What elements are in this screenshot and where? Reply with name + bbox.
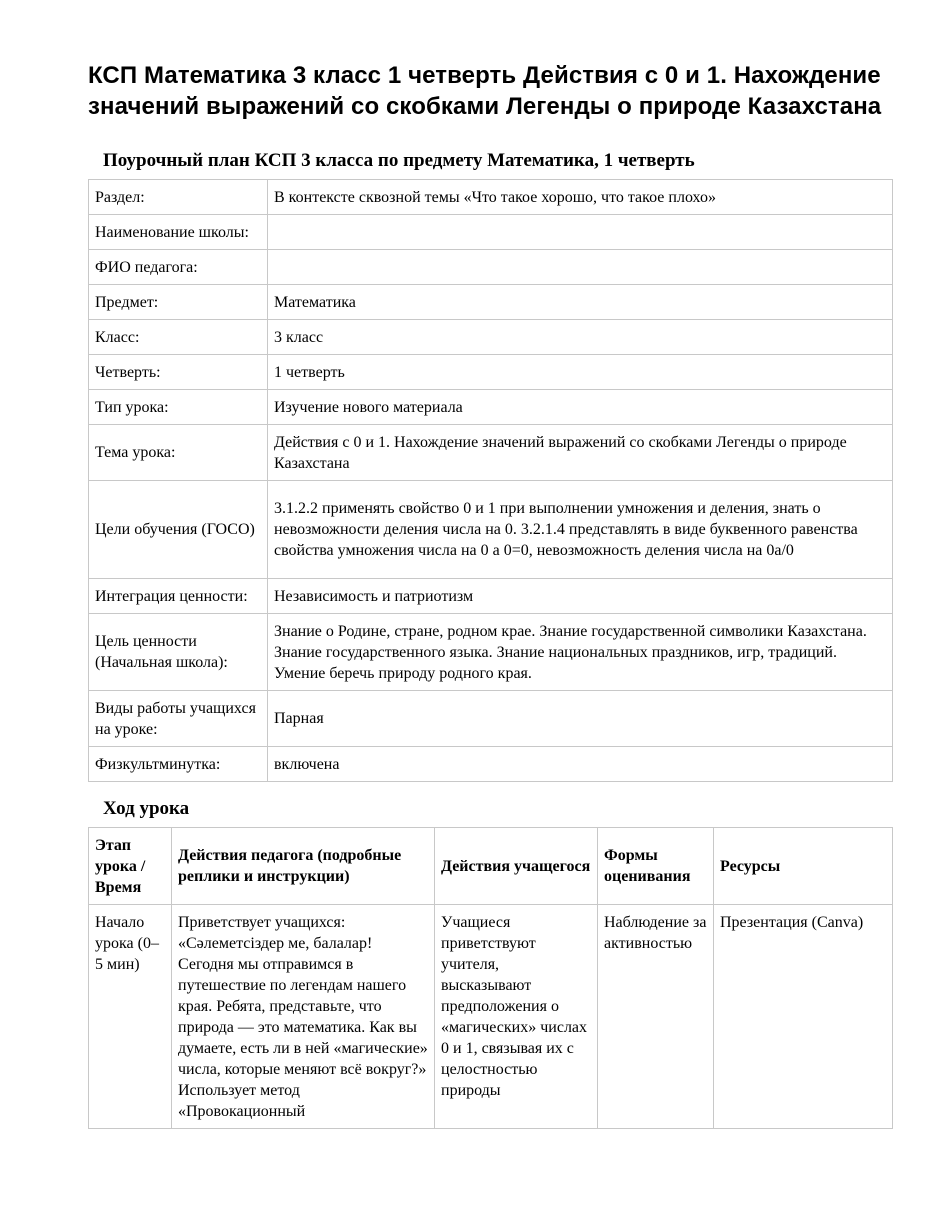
info-label: Раздел: — [89, 180, 268, 215]
info-row-value-goal — [89, 614, 893, 691]
info-row-value-integration — [89, 579, 893, 614]
info-value: 3 класс — [268, 320, 893, 355]
info-value: Знание о Родине, стране, родном крае. Знание государственной символики Казахстана. Знание государственного языка. Знание национальных праздников, игр, традиций. Умение беречь природу родного края. — [268, 614, 893, 691]
info-label: Цели обучения (ГОСО) — [89, 481, 268, 579]
info-value: Парная — [268, 691, 893, 747]
info-label: Предмет: — [89, 285, 268, 320]
info-row-teacher — [89, 250, 893, 285]
table-row — [89, 905, 893, 1129]
document-title: КСП Математика 3 класс 1 четверть Действия с 0 и 1. Нахождение значений выражений со скобками Легенды о природе Казахстана — [88, 62, 882, 120]
column-header-teacher-actions: Действия педагога (подробные реплики и инструкции) — [172, 828, 435, 905]
cell-resources: Презентация (Canva) — [714, 905, 893, 1129]
info-row-learning-goals — [89, 481, 893, 579]
info-value: 3.1.2.2 применять свойство 0 и 1 при выполнении умножения и деления, знать о невозможности деления числа на 0. 3.2.1.4 представлять в виде буквенного равенства свойства умножения числа на 0 а 0=0, невозможность деления числа на 0а/0 — [268, 481, 893, 579]
info-label: Физкультминутка: — [89, 747, 268, 782]
info-label: Виды работы учащихся на уроке: — [89, 691, 268, 747]
info-value: Действия с 0 и 1. Нахождение значений выражений со скобками Легенды о природе Казахстана — [268, 425, 893, 481]
info-label: Тема урока: — [89, 425, 268, 481]
info-value: Математика — [268, 285, 893, 320]
info-label: Цель ценности (Начальная школа): — [89, 614, 268, 691]
column-header-assessment: Формы оценивания — [598, 828, 714, 905]
info-value: включена — [268, 747, 893, 782]
cell-assessment: Наблюдение за активностью — [598, 905, 714, 1129]
info-row-lesson-type — [89, 390, 893, 425]
info-row-school — [89, 215, 893, 250]
column-header-stage: Этап урока / Время — [89, 828, 172, 905]
info-label: ФИО педагога: — [89, 250, 268, 285]
info-value: В контексте сквозной темы «Что такое хорошо, что такое плохо» — [268, 180, 893, 215]
info-value — [268, 215, 893, 250]
table-header-row — [89, 828, 893, 905]
document-page — [88, 0, 893, 1129]
column-header-resources: Ресурсы — [714, 828, 893, 905]
info-label: Наименование школы: — [89, 215, 268, 250]
info-value: Изучение нового материала — [268, 390, 893, 425]
info-label: Четверть: — [89, 355, 268, 390]
info-value: 1 четверть — [268, 355, 893, 390]
cell-stage: Начало урока (0–5 мин) — [89, 905, 172, 1129]
plan-heading: Поурочный план КСП 3 класса по предмету Математика, 1 четверть — [103, 150, 695, 171]
info-label: Интеграция ценности: — [89, 579, 268, 614]
cell-student-actions: Учащиеся приветствуют учителя, высказывают предположения о «магических» числах 0 и 1, связывая их с целостностью природы — [435, 905, 598, 1129]
info-row-topic — [89, 425, 893, 481]
info-row-section — [89, 180, 893, 215]
info-value: Независимость и патриотизм — [268, 579, 893, 614]
info-row-subject — [89, 285, 893, 320]
info-label: Класс: — [89, 320, 268, 355]
lesson-info-table — [88, 179, 893, 782]
lesson-progress-table — [88, 827, 893, 1129]
info-value — [268, 250, 893, 285]
column-header-student-actions: Действия учащегося — [435, 828, 598, 905]
info-row-grade — [89, 320, 893, 355]
info-row-quarter — [89, 355, 893, 390]
cell-teacher-actions: Приветствует учащихся: «Сәлеметсіздер ме, балалар! Сегодня мы отправимся в путешествие по легендам нашего края. Ребята, представьте, что природа — это математика. Как вы думаете, есть ли в ней «магические» числа, которые меняют всё вокруг?» Использует метод «Провокационный — [172, 905, 435, 1129]
info-row-physical-break — [89, 747, 893, 782]
info-row-work-types — [89, 691, 893, 747]
info-label: Тип урока: — [89, 390, 268, 425]
lesson-progress-heading: Ход урока — [103, 798, 190, 819]
